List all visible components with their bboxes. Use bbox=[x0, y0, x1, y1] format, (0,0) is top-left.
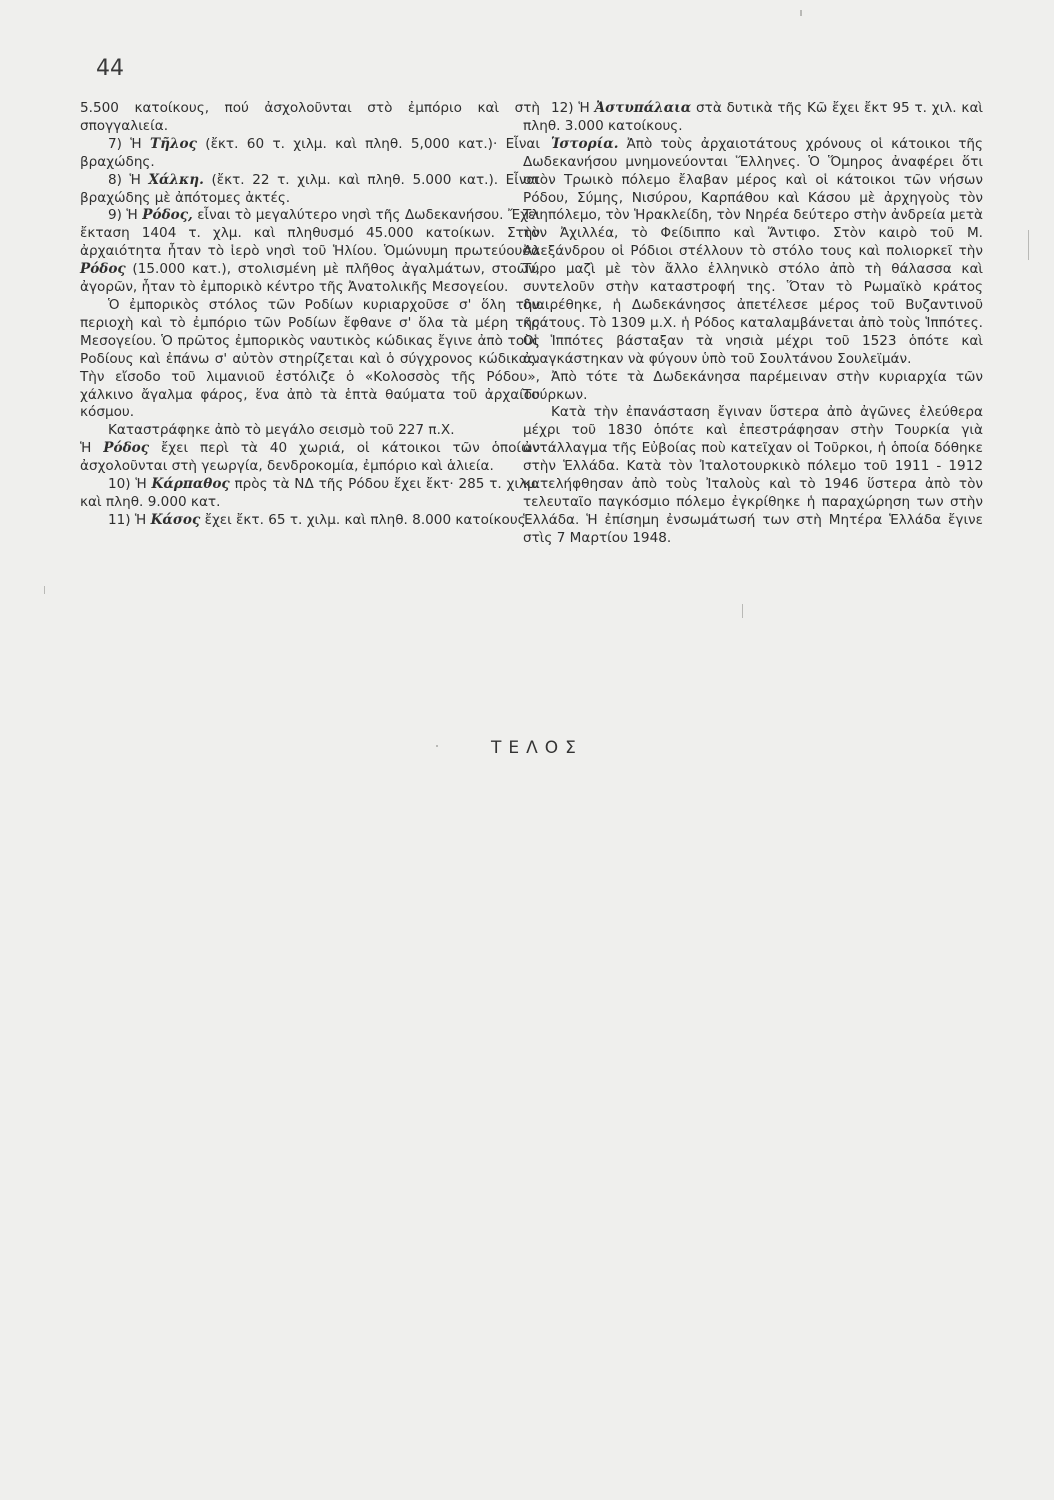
entry-text: (ἔκτ. 22 τ. χιλμ. καὶ πληθ. 5.000 κατ.). Εἶναι βραχώδης μὲ ἀπότομες ἀκτές. bbox=[80, 171, 540, 206]
paragraph-tilos bbox=[80, 136, 540, 172]
entry-number: 11) Ἡ bbox=[108, 511, 147, 528]
paragraph-history bbox=[523, 136, 983, 369]
entry-text: ἔχει περὶ τὰ 40 χωριά, οἱ κάτοικοι τῶν ὁποίων ἀσχολοῦνται στὴ γεωργία, δενδροκομία, ἐμπόριο καὶ ἁλιεία. bbox=[80, 440, 540, 475]
scan-speck bbox=[436, 745, 438, 747]
paragraph-rhodes bbox=[80, 207, 540, 297]
entry-text: Ἀπὸ τοὺς ἀρχαιοτάτους χρόνους οἱ κάτοικοι τῆς Δωδεκανήσου μνημονεύονται Ἕλληνες. Ὁ Ὅμηρος ἀναφέρει ὅτι στὸν Τρωικὸ πόλεμο ἔλαβαν μέρος καὶ οἱ κάτοικοι τῶν νήσων Ρόδου, Σύμης, Νισύρου, Καρπάθου καὶ Κάσου μὲ ἀρχηγοὺς τὸν Τληπόλεμο, τὸν Ἡρακλείδη, τὸν Νηρέα δεύτερο στὴν ἀνδρεία μετὰ τὸν Ἀχιλλέα, τὸ Φείδιππο καὶ Ἄντιφο. Στὸν καιρὸ τοῦ Μ. Ἀλεξάνδρου οἱ Ρόδιοι στέλλουν τὸ στόλο τους καὶ πολιορκεῖ τὴν Τύρο μαζὶ μὲ τὸν ἄλλο ἑλληνικὸ στόλο ἀπὸ τὴ θάλασσα καὶ συντελοῦν στὴν καταστροφή της. Ὅταν τὸ Ρωμαϊκὸ κράτος διαιρέθηκε, ἡ Δωδεκάνησος ἀπετέλεσε μέρος τοῦ Βυζαντινοῦ κράτους. Τὸ 1309 μ.Χ. ἡ Ρόδος καταλαμβάνεται ἀπὸ τοὺς Ἱππότες. Οἱ Ἱππότες βάσταξαν τὰ νησιὰ μέχρι τοῦ 1523 ὁπότε καὶ ἀναγκάστηκαν νὰ φύγουν ὑπὸ τοῦ Σουλτάνου Σουλεϊμάν. bbox=[523, 135, 983, 367]
entry-text: ἔχει ἔκτ. 65 τ. χιλμ. καὶ πληθ. 8.000 κατοίκους. bbox=[204, 511, 530, 528]
paragraph-turkish-rule: Ἀπὸ τότε τὰ Δωδεκάνησα παρέμειναν στὴν κυριαρχία τῶν Τούρκων. bbox=[523, 368, 983, 403]
paragraph-rhodes-fleet: Ὁ ἐμπορικὸς στόλος τῶν Ροδίων κυριαρχοῦσε σ' ὅλη τὴν περιοχὴ καὶ τὸ ἐμπόριο τῶν Ροδίων ἔφθανε σ' ὅλα τὰ μέρη τῆς Μεσογείου. Ὁ πρῶτος ἐμπορικὸς ναυτικὸς κώδικας ἔγινε ἀπὸ τοὺς Ροδίους καὶ ἐπάνω σ' αὐτὸν στηρίζεται καὶ ὁ σύγχρονος κώδικας. Τὴν εἴσοδο τοῦ λιμανιοῦ ἐστόλιζε ὁ «Κολοσσὸς τῆς Ρόδου», χάλκινο ἄγαλμα φάρος, ἕνα ἀπὸ τὰ ἑπτὰ θαύματα τοῦ ἀρχαίου κόσμου. bbox=[80, 296, 540, 421]
end-mark: ΤΕΛΟΣ bbox=[491, 738, 583, 758]
paragraph-rhodes-villages bbox=[80, 440, 540, 476]
entry-number: 8) Ἡ bbox=[108, 171, 141, 188]
paragraph-revolution: Κατὰ τὴν ἐπανάσταση ἔγιναν ὕστερα ἀπὸ ἀγῶνες ἐλεύθερα μέχρι τοῦ 1830 ὁπότε καὶ ἐπεστράφησαν στὴν Τουρκία γιὰ ἀντάλλαγμα τῆς Εὐβοίας ποὺ κατεῖχαν οἱ Τοῦρκοι, ἡ ὁποία δόθηκε στὴν Ἑλλάδα. Κατὰ τὸν Ἰταλοτουρκικὸ πόλεμο τοῦ 1911 - 1912 κατελήφθησαν ἀπὸ τοὺς Ἰταλοὺς καὶ τὸ 1946 ὕστερα ἀπὸ τὸν τελευταῖο παγκόσμιο πόλεμο ἐγκρίθηκε ἡ παραχώρηση των στὴν Ἑλλάδα. Ἡ ἐπίσημη ἐνσωμάτωσή των στὴ Μητέρα Ἑλλάδα ἔγινε στὶς 7 Μαρτίου 1948. bbox=[523, 404, 983, 546]
island-name-rhodes-2: Ρόδος bbox=[103, 440, 149, 457]
scan-speck bbox=[44, 586, 45, 594]
entry-text: εἶναι τὸ μεγαλύτερο νησὶ τῆς Δωδεκανήσου. Ἔχει ἔκταση 1404 τ. χλμ. καὶ πληθυσμό 45.000 κατοίκων. Στὴν ἀρχαιότητα ἦταν τὸ ἱερὸ νησὶ τοῦ Ἡλίου. Ὁμώνυμη πρωτεύουσα bbox=[80, 207, 540, 260]
scan-speck bbox=[1028, 230, 1029, 260]
entry-text: (15.000 κατ.), στολισμένη μὲ πλῆθος ἀγαλμάτων, στοῶν, ἀγορῶν, ἦταν τὸ ἐμπορικὸ κέντρο τῆς Ἀνατολικῆς Μεσογείου. bbox=[80, 261, 540, 296]
right-column bbox=[523, 100, 983, 548]
left-column bbox=[80, 100, 540, 530]
entry-number: 9) Ἡ bbox=[108, 207, 138, 224]
scan-speck bbox=[800, 10, 802, 16]
island-name-rhodes: Ρόδος, bbox=[142, 207, 193, 224]
island-name-chalki: Χάλκη. bbox=[148, 171, 204, 188]
island-name-kasos: Κάσος bbox=[150, 511, 201, 528]
paragraph-earthquake: Καταστράφηκε ἀπὸ τὸ μεγάλο σεισμὸ τοῦ 227 π.Χ. bbox=[108, 422, 455, 439]
entry-text: Ἡ bbox=[80, 440, 92, 457]
island-name-karpathos: Κάρπαθος bbox=[151, 476, 230, 493]
history-heading: Ἱστορία. bbox=[551, 135, 619, 152]
paragraph-chalki bbox=[80, 172, 540, 208]
paragraph-karpathos bbox=[80, 476, 540, 512]
island-name-astypalaia: Ἀστυπάλαια bbox=[594, 100, 692, 116]
entry-text: στὰ δυτικὰ τῆς Κῶ ἔχει ἔκτ 95 τ. χιλ. καὶ πληθ. 3.000 κατοίκους. bbox=[523, 100, 984, 134]
page-number: 44 bbox=[96, 56, 124, 81]
paragraph-kasos bbox=[80, 512, 540, 530]
scan-speck bbox=[742, 604, 743, 618]
entry-number: 12) Ἡ bbox=[551, 100, 590, 116]
city-name-rhodes: Ρόδος bbox=[80, 261, 126, 278]
entry-number: 7) Ἡ bbox=[108, 135, 142, 152]
entry-number: 10) Ἡ bbox=[108, 476, 147, 493]
paragraph-astypalaia bbox=[523, 100, 983, 136]
entry-text: πρὸς τὰ ΝΔ τῆς Ρόδου ἔχει ἔκτ· 285 τ. χιλμ. καὶ πληθ. 9.000 κατ. bbox=[80, 476, 541, 510]
entry-text: (ἔκτ. 60 τ. χιλμ. καὶ πληθ. 5,000 κατ.)· Εἶναι βραχώδης. bbox=[80, 135, 540, 170]
paragraph-kos-cont: 5.500 κατοίκους, πού ἀσχολοῦνται στὸ ἐμπόριο καὶ στὴ σπογγαλιεία. bbox=[80, 100, 540, 134]
island-name-tilos: Τῆλος bbox=[150, 135, 197, 152]
